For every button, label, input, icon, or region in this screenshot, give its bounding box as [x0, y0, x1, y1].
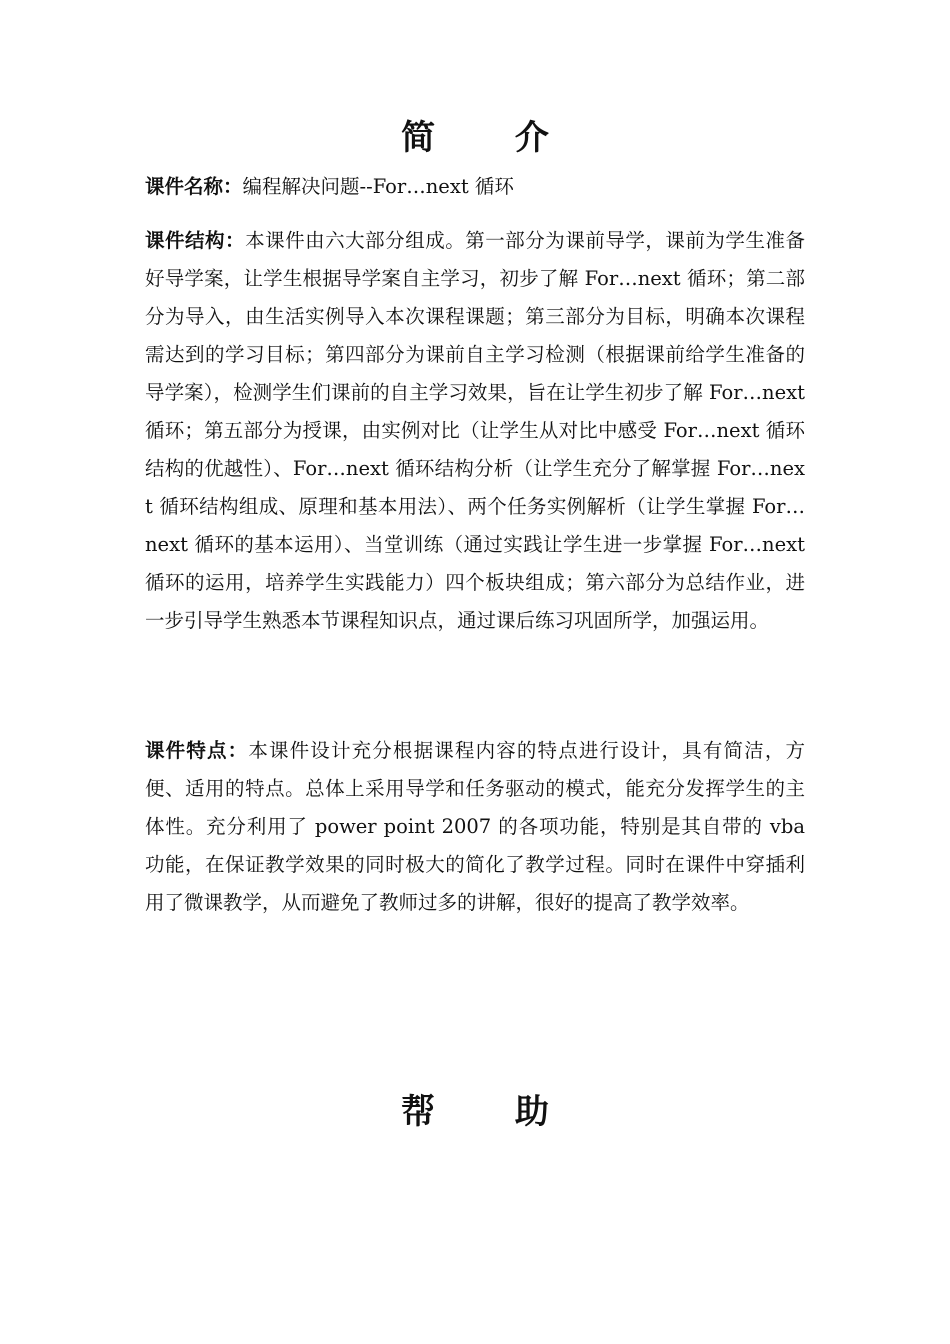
courseware-structure-label: 课件结构：	[145, 229, 246, 252]
courseware-features-text: 本课件设计充分根据课程内容的特点进行设计，具有简洁，方便、适用的特点。总体上采用导学和任务驱动的模式，能充分发挥学生的主体性。充分利用了 power point 2007 的各项功能，特别是其自带的 vba 功能，在保证教学效果的同时极大的简化了教学过程。同时在课件中穿插利用了微课教学，从而避免了教师过多的讲解，很好的提高了教学效率。	[145, 739, 805, 914]
courseware-name-label: 课件名称：	[145, 175, 243, 198]
courseware-features-paragraph	[145, 732, 805, 922]
intro-heading: 简 介	[401, 118, 583, 158]
courseware-structure-text: 本课件由六大部分组成。第一部分为课前导学，课前为学生准备好导学案，让学生根据导学案自主学习，初步了解 For…next 循环；第二部分为导入，由生活实例导入本次课程课题；第三部分为目标，明确本次课程需达到的学习目标；第四部分为课前自主学习检测（根据课前给学生准备的导学案），检测学生们课前的自主学习效果，旨在让学生初步了解 For…next 循环；第五部分为授课，由实例对比（让学生从对比中感受 For…next 循环结构的优越性）、For…next 循环结构分析（让学生充分了解掌握 For…next 循环结构组成、原理和基本用法）、两个任务实例解析（让学生掌握 For…next 循环的基本运用）、当堂训练（通过实践让学生进一步掌握 For…next 循环的运用，培养学生实践能力）四个板块组成；第六部分为总结作业，进一步引导学生熟悉本节课程知识点，通过课后练习巩固所学，加强运用。	[145, 229, 805, 632]
courseware-name-paragraph	[145, 168, 805, 206]
courseware-structure-paragraph	[145, 222, 805, 640]
courseware-name-value: 编程解决问题--For…next 循环	[242, 175, 514, 198]
courseware-features-label: 课件特点：	[145, 739, 249, 762]
help-heading: 帮 助	[401, 1092, 583, 1132]
